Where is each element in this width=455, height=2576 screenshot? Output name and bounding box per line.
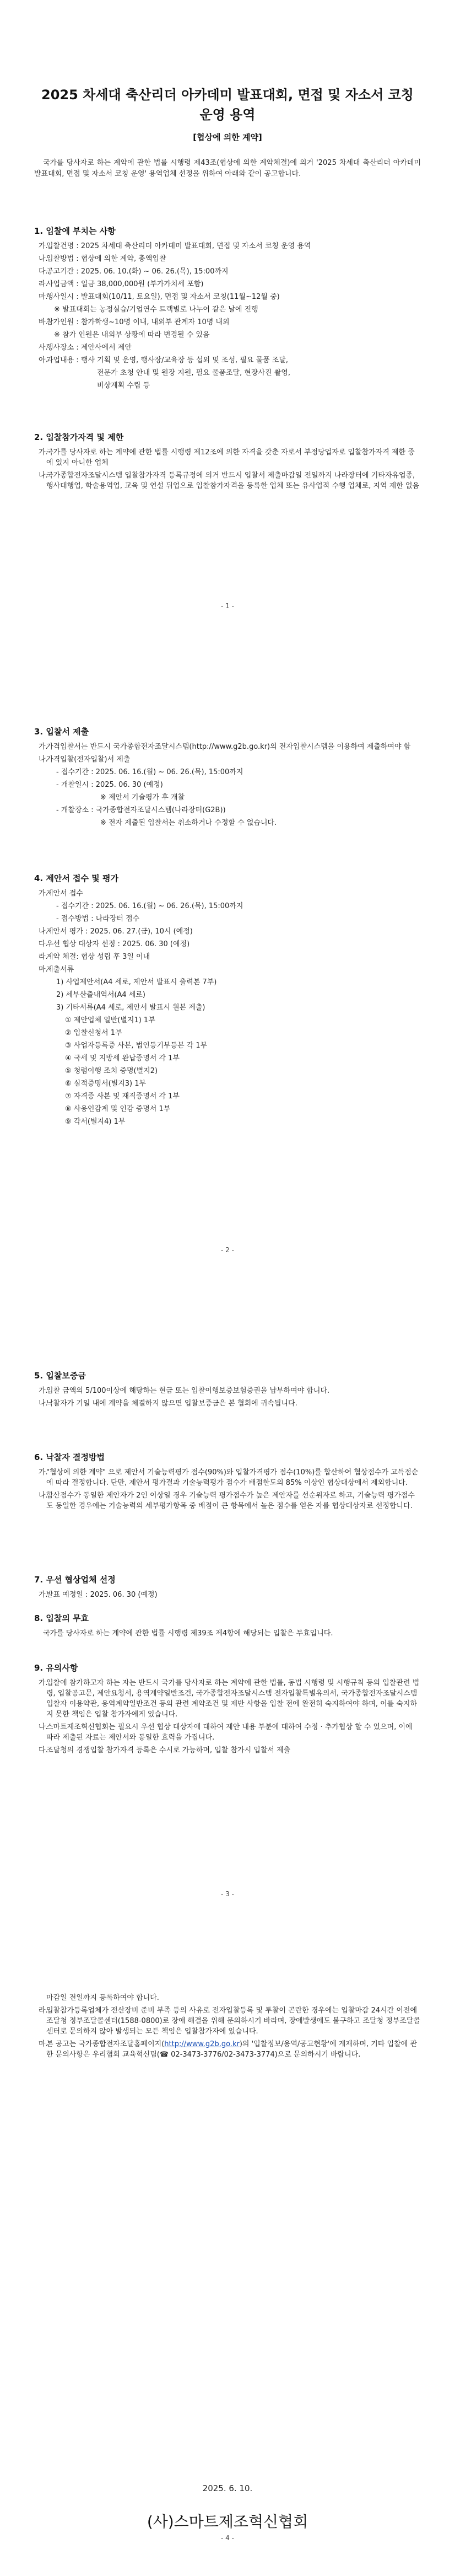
page-number: - 1 - <box>221 602 234 610</box>
document-item: ⑤ 청렴이행 조치 증명(별지2) <box>65 1067 158 1075</box>
note: ※ 전자 제출된 입찰서는 취소하거나 수정할 수 없습니다. <box>100 819 277 827</box>
sign-date: 2025. 6. 10. <box>202 2483 253 2493</box>
list-item: 다. 공고기간 : 2025. 06. 10.(화) ~ 06. 26.(목), 15:00까지 <box>39 267 229 276</box>
document-item: ① 제안업체 일반(별지1) 1부 <box>65 1016 155 1024</box>
intro-paragraph: 국가를 당사자로 하는 계약에 관한 법률 시행령 제43조(협상에 의한 계약체결)에 의거 '2025 차세대 축산리더 아카데미 발표대회, 면접 및 자소서 코칭 운영' 용역업체 선정을 위하여 아래와 같이 공고합니다. <box>34 159 421 178</box>
list-item: 다. 우선 협상 대상자 선정 : 2025. 06. 30 (예정) <box>39 940 190 948</box>
document-item: ⑧ 사용인감계 및 인감 증명서 1부 <box>65 1105 171 1113</box>
continuation: 전문가 초청 안내 및 원장 지원, 필요 물품조달, 현장사진 촬영, <box>97 369 290 377</box>
section-6 <box>34 1452 421 1514</box>
section-2-title: 2. 입찰참가자격 및 제한 <box>34 432 124 442</box>
sub-item: - 개찰장소 : 국가종합전자조달시스템(나라장터(G2B)) <box>56 806 226 814</box>
section-8-text: 국가를 당사자로 하는 계약에 관한 법률 시행령 제39조 제4항에 해당되는 입찰은 무효입니다. <box>43 1629 333 1638</box>
document-item: ⑥ 실적증명서(별지3) 1부 <box>65 1080 147 1088</box>
section-6-title: 6. 낙찰자 결정방법 <box>34 1452 105 1462</box>
document-item: ⑨ 각서(별지4) 1부 <box>65 1118 126 1126</box>
list-item: 나. 가격입찰(전자입찰)서 제출 <box>39 755 131 764</box>
list-item: 가. 제안서 접수 <box>39 889 83 898</box>
section-1 <box>34 226 421 393</box>
note: ※ 참가 인원은 내외부 상황에 따라 변경될 수 있음 <box>54 331 210 339</box>
list-item: 나. 입찰방법 : 협상에 의한 계약, 총액입찰 <box>39 255 166 263</box>
list-item: 라. 입찰참가등록업체가 전산장비 준비 부족 등의 사유로 전자입찰등록 및 투찰이 곤란한 경우에는 입찰마감 24시간 이전에 조달청 정부조달콜센터(1588-0800)로 장애 해결을 위해 문의하시기 바라며, 장애발생에도 불구하고 조달청 정부조달콜센터로 문의하지 않아 발생되는 모든 책임은 입찰참가자에 있습니다. <box>39 2006 421 2036</box>
list-item: 나. 낙찰자가 기일 내에 계약을 체결하지 않으면 입찰보증금은 본 협회에 귀속됩니다. <box>39 1399 297 1408</box>
list-item: 다. 조달청의 경쟁입찰 참가자격 등록은 수시로 가능하며, 입찰 참가시 입찰서 제출 <box>39 1746 291 1754</box>
list-item: 가. 입찰건명 : 2025 차세대 축산리더 아카데미 발표대회, 면접 및 자소서 코칭 운영 용역 <box>39 242 311 250</box>
sub-item: - 접수기간 : 2025. 06. 16.(월) ~ 06. 26.(목), 15:00까지 <box>56 768 243 776</box>
list-item: 나. 스마트제조혁신협회는 필요시 우선 협상 대상자에 대하여 제안 내용 부분에 대하여 수정 · 추가협상 할 수 있으며, 이에 따라 제출된 자료는 제안서와 동일한 효력을 가집니다. <box>39 1723 413 1742</box>
section-7 <box>34 1575 421 1602</box>
list-item: 마. 행사일시 : 발표대회(10/11, 토요일), 면접 및 자소서 코칭(11월~12월 중) <box>39 293 280 301</box>
page-2 <box>0 644 455 1288</box>
document-title: 2025 차세대 축산리더 아카데미 발표대회, 면접 및 자소서 코칭 운영 용역 <box>41 87 414 122</box>
list-item: 바. 참가인원 : 참가학생~10명 이내, 내외부 관계자 10명 내외 <box>39 318 230 326</box>
section-5-title: 5. 입찰보증금 <box>34 1371 86 1381</box>
section-7-title: 7. 우선 협상업체 선정 <box>34 1575 116 1585</box>
document-subtitle: [협상에 의한 계약] <box>193 132 262 142</box>
list-item: 아. 과업내용 : 행사 기획 및 운영, 행사장/교육장 등 섭외 및 조성, 필요 물품 조달, <box>39 356 289 364</box>
section-9-continued <box>34 1993 421 2062</box>
list-item: 나. 국가종합전자조달시스템 입찰참가자격 등록규정에 의거 반드시 입찰서 제출마감일 전일까지 나라장터에 기타자유업종, 행사대행업, 학술용역업, 교육 및 연설 뒤업으로 입찰참가자격을 등록한 업체 또는 유사업적 수행 업체로, 지역 제한 없음 <box>39 471 420 490</box>
document-item: ④ 국세 및 지방세 완납증명서 각 1부 <box>65 1054 180 1062</box>
document-item: ③ 사업자등록증 사본, 법인등기부등본 각 1부 <box>65 1042 208 1050</box>
page-number: - 3 - <box>221 1890 234 1898</box>
section-9 <box>34 1663 421 1758</box>
sub-item: - 접수기간 : 2025. 06. 16.(월) ~ 06. 26.(목), 15:00까지 <box>56 902 243 910</box>
section-4 <box>34 873 421 1129</box>
section-5 <box>34 1371 421 1411</box>
section-3-title: 3. 입찰서 제출 <box>34 727 89 737</box>
list-item: 가. 입찰에 참가하고자 하는 자는 반드시 국가를 당사자로 하는 계약에 관한 법률, 동법 시행령 및 시행규칙 등의 입찰관련 법령, 입찰공고문, 제안요청서, 용역계약일반조건, 국가종합전자조달시스템 전자입찰특별유의서, 국가종합전자조달시스템 입찰자 이용약관, 용역계약일반조건 등의 관련 계약조건 및 제반 사항을 입찰 전에 완전히 숙지하여야 하며, 이를 숙지하지 못한 책임은 입찰 참가자에게 있습니다. <box>39 1679 420 1719</box>
intro-block <box>34 158 421 186</box>
page-3 <box>0 1288 455 1932</box>
section-8-title: 8. 입찰의 무효 <box>34 1613 89 1623</box>
list-item: 라. 계약 체결: 협상 성립 후 3일 이내 <box>39 953 150 961</box>
list-item: 마. 본 공고는 국가종합전자조달홈페이지(http://www.g2b.go.kr)의 '입찰정보/용역/공고현황'에 게재하며, 기타 입찰에 관한 문의사항은 우리협회 교육혁신팀(☎ 02-3473-3776/02-3473-3774)으로 문의하시기 바랍니다. <box>39 2040 417 2059</box>
section-2 <box>34 432 421 493</box>
g2b-link[interactable]: http://www.g2b.go.kr <box>164 2040 240 2048</box>
page-number: - 4 - <box>221 2534 234 2542</box>
section-1-title: 1. 입찰에 부치는 사항 <box>34 226 116 236</box>
sub-item: 3) 기타서류(A4 세로, 제안서 발표시 원본 제출) <box>56 1003 205 1012</box>
sub-item: 2) 세부산출내역서(A4 세로) <box>56 991 145 999</box>
list-item: 가. 가격입찰서는 반드시 국가종합전자조달시스템(http://www.g2b.go.kr)의 전자입찰시스템을 이용하여 제출하여야 함 <box>39 743 411 751</box>
list-item: 마. 제출서류 <box>39 965 74 974</box>
list-item: 가. 국가를 당사자로 하는 계약에 관한 법률 시행령 제12조에 의한 자격을 갖춘 자로서 부정당업자로 입찰참가자격 제한 중에 있지 아니한 업체 <box>39 448 415 467</box>
page-4 <box>0 1932 455 2576</box>
list-item: 나. 합산점수가 동일한 제안자가 2인 이상일 경우 기술능력 평가점수가 높은 제안자를 선순위자로 하고, 기술능력 평가점수도 동일한 경우에는 기술능력의 세부평가항목 중 배점이 큰 항목에서 높은 점수를 얻은 자를 협상대상자로 선정합니다. <box>39 1491 415 1510</box>
note: ※ 발표대회는 농정실습/기업연수 트랙별로 나누어 같은 날에 진행 <box>54 305 258 314</box>
document-item: ⑦ 자격증 사본 및 재직증명서 각 1부 <box>65 1092 180 1101</box>
page-number: - 2 - <box>221 1246 234 1254</box>
list-item: 나. 제안서 평가 : 2025. 06. 27.(금), 10시 (예정) <box>39 927 193 936</box>
document-item: ② 입찰신청서 1부 <box>65 1029 122 1037</box>
list-item: 가. 입찰 금액의 5/100이상에 해당하는 현금 또는 입찰이행보증보험증권을 납부하여야 합니다. <box>39 1387 330 1395</box>
list-item: 가. "협상에 의한 계약" 으로 제안서 기술능력평가 점수(90%)와 입찰가격평가 점수(10%)를 합산하여 협상점수가 고득점순에 따라 결정합니다. 단만, 제안서 평가결과 기술능력평가 점수가 배점한도의 85% 이상인 협상대상에서 제외합니다. <box>39 1468 419 1487</box>
list-item: 라. 사업금액 : 일금 38,000,000원 (부가가치세 포함) <box>39 280 204 288</box>
section-4-title: 4. 제안서 접수 및 평가 <box>34 873 118 883</box>
sub-item: - 접수방법 : 나라장터 접수 <box>56 915 140 923</box>
continuation: 마감일 전일까지 등록하여야 합니다. <box>46 1994 159 2002</box>
sub-item: - 개찰일시 : 2025. 06. 30 (예정) <box>56 781 163 789</box>
note: ※ 제안서 기술평가 후 개찰 <box>100 793 185 802</box>
section-8 <box>34 1613 421 1646</box>
continuation: 비상계획 수립 등 <box>97 382 150 390</box>
section-9-title: 9. 유의사항 <box>34 1663 78 1673</box>
section-3 <box>34 727 421 830</box>
page-1 <box>0 0 455 644</box>
sub-item: 1) 사업제안서(A4 세로, 제안서 발표시 출력본 7부) <box>56 978 217 986</box>
list-item: 사. 행사장소 : 제안사에서 제안 <box>39 344 132 352</box>
sign-organization: (사)스마트제조혁신협회 <box>147 2513 308 2531</box>
list-item: 가. 발표 예정일 : 2025. 06. 30 (예정) <box>39 1591 158 1599</box>
